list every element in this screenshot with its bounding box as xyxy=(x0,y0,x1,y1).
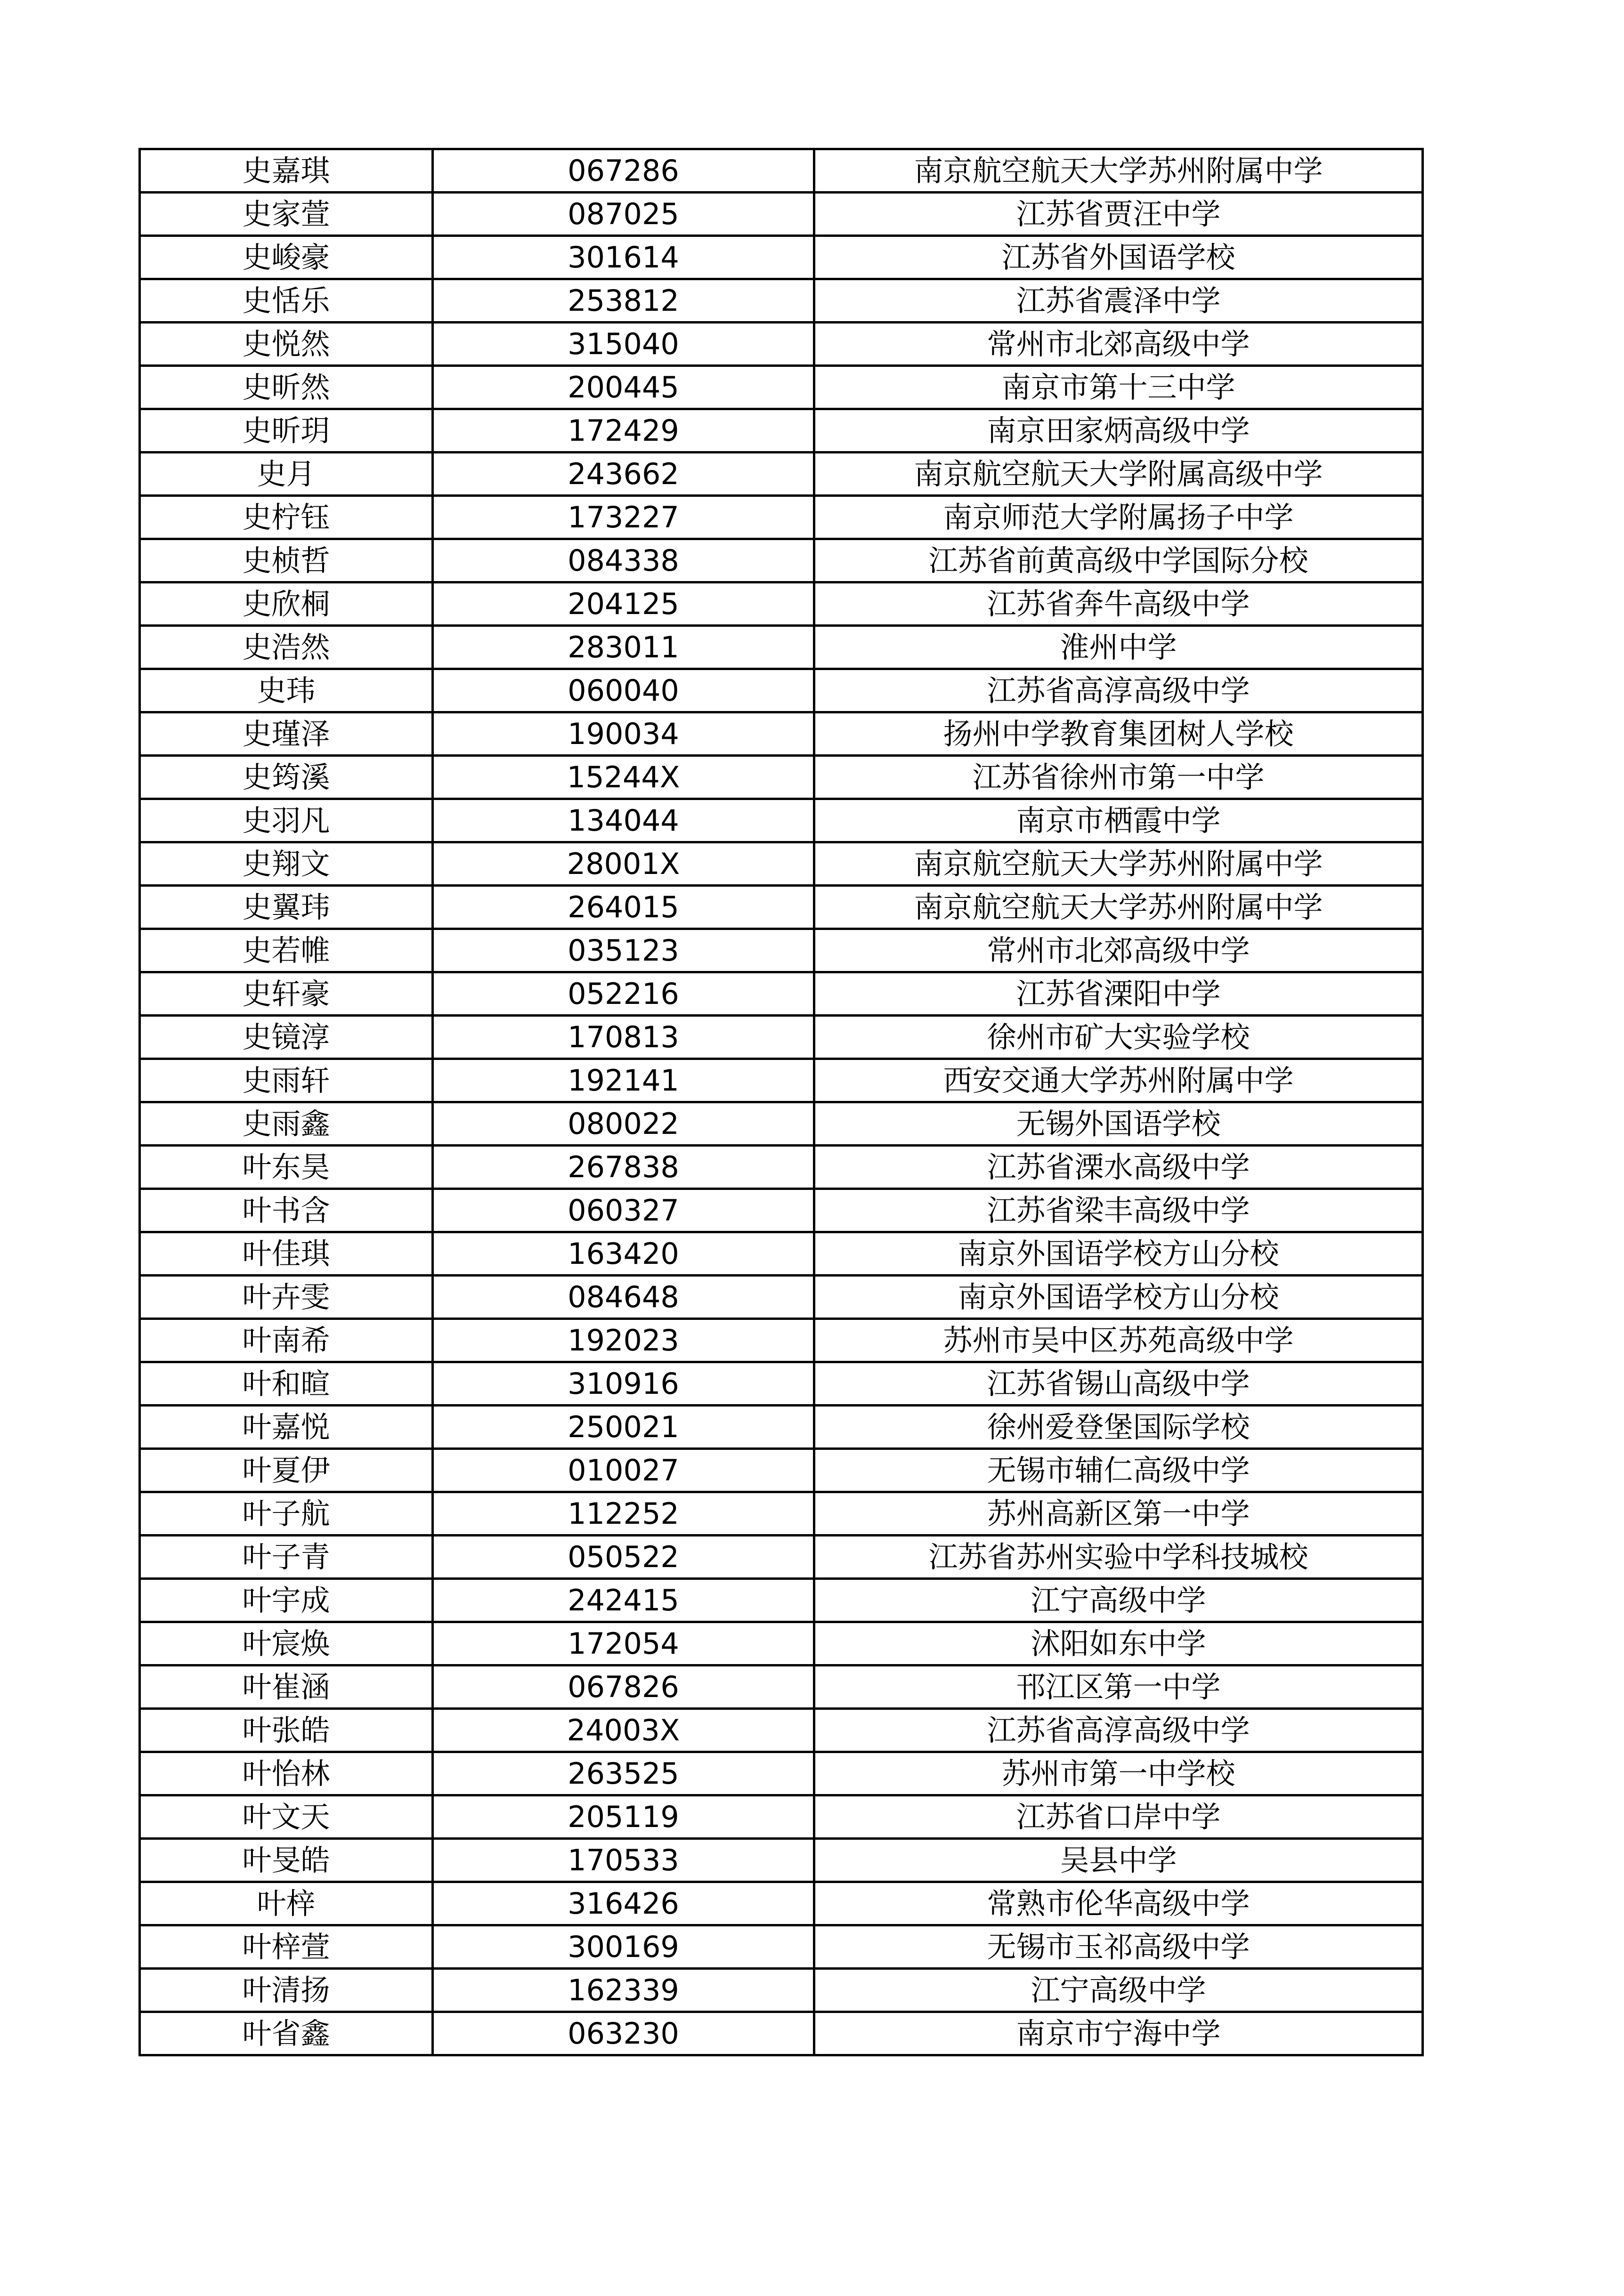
student-name-cell: 叶子航 xyxy=(140,1492,433,1536)
student-id-cell: 15244X xyxy=(433,756,814,799)
student-id-cell: 162339 xyxy=(433,1969,814,2012)
table-row xyxy=(140,453,1423,496)
table-row xyxy=(140,669,1423,712)
table-row xyxy=(140,1882,1423,1925)
student-name-cell: 史昕然 xyxy=(140,366,433,409)
student-id-cell: 084648 xyxy=(433,1276,814,1319)
school-name-cell: 江苏省锡山高级中学 xyxy=(814,1362,1423,1406)
table-row xyxy=(140,626,1423,669)
student-name-cell: 叶怡林 xyxy=(140,1752,433,1795)
school-name-cell: 江苏省溧阳中学 xyxy=(814,972,1423,1016)
student-name-cell: 叶南希 xyxy=(140,1319,433,1362)
table-row xyxy=(140,886,1423,929)
table-row xyxy=(140,409,1423,453)
school-name-cell: 江苏省贾汪中学 xyxy=(814,193,1423,236)
student-id-cell: 052216 xyxy=(433,972,814,1016)
table-row xyxy=(140,712,1423,756)
student-name-cell: 叶梓 xyxy=(140,1882,433,1925)
student-name-cell: 叶嘉悦 xyxy=(140,1406,433,1449)
student-name-cell: 叶张皓 xyxy=(140,1709,433,1752)
table-row xyxy=(140,1839,1423,1882)
table-row xyxy=(140,1665,1423,1709)
school-name-cell: 常州市北郊高级中学 xyxy=(814,323,1423,366)
student-name-cell: 史雨轩 xyxy=(140,1059,433,1102)
school-name-cell: 南京航空航天大学苏州附属中学 xyxy=(814,149,1423,193)
table-row xyxy=(140,1492,1423,1536)
student-id-cell: 28001X xyxy=(433,842,814,886)
student-name-cell: 史家萱 xyxy=(140,193,433,236)
student-id-cell: 301614 xyxy=(433,236,814,279)
school-name-cell: 江苏省梁丰高级中学 xyxy=(814,1189,1423,1232)
student-name-cell: 史轩豪 xyxy=(140,972,433,1016)
table-row xyxy=(140,1189,1423,1232)
table-row xyxy=(140,496,1423,539)
school-name-cell: 江苏省高淳高级中学 xyxy=(814,669,1423,712)
table-row xyxy=(140,1102,1423,1146)
student-name-cell: 叶宸焕 xyxy=(140,1622,433,1665)
student-name-cell: 史恬乐 xyxy=(140,279,433,323)
student-id-cell: 063230 xyxy=(433,2012,814,2055)
student-id-cell: 205119 xyxy=(433,1795,814,1839)
school-name-cell: 无锡市辅仁高级中学 xyxy=(814,1449,1423,1492)
school-name-cell: 江苏省奔牛高级中学 xyxy=(814,582,1423,626)
student-name-cell: 史月 xyxy=(140,453,433,496)
school-name-cell: 南京市宁海中学 xyxy=(814,2012,1423,2055)
student-name-cell: 叶书含 xyxy=(140,1189,433,1232)
student-id-cell: 190034 xyxy=(433,712,814,756)
student-id-cell: 170533 xyxy=(433,1839,814,1882)
table-row xyxy=(140,756,1423,799)
table-row xyxy=(140,1016,1423,1059)
student-id-cell: 192023 xyxy=(433,1319,814,1362)
student-id-cell: 084338 xyxy=(433,539,814,582)
table-row xyxy=(140,279,1423,323)
table-row xyxy=(140,799,1423,842)
school-name-cell: 江苏省口岸中学 xyxy=(814,1795,1423,1839)
student-name-cell: 史羽凡 xyxy=(140,799,433,842)
school-name-cell: 江苏省苏州实验中学科技城校 xyxy=(814,1536,1423,1579)
student-id-cell: 087025 xyxy=(433,193,814,236)
student-name-cell: 史筠溪 xyxy=(140,756,433,799)
school-name-cell: 江苏省前黄高级中学国际分校 xyxy=(814,539,1423,582)
student-name-cell: 史昕玥 xyxy=(140,409,433,453)
student-name-cell: 叶省鑫 xyxy=(140,2012,433,2055)
student-name-cell: 史柠钰 xyxy=(140,496,433,539)
student-id-cell: 192141 xyxy=(433,1059,814,1102)
student-id-cell: 172054 xyxy=(433,1622,814,1665)
student-name-cell: 史若帷 xyxy=(140,929,433,972)
table-row xyxy=(140,1232,1423,1276)
table-row xyxy=(140,1319,1423,1362)
school-name-cell: 南京航空航天大学附属高级中学 xyxy=(814,453,1423,496)
school-name-cell: 扬州中学教育集团树人学校 xyxy=(814,712,1423,756)
results-table-body xyxy=(140,149,1423,2055)
table-row xyxy=(140,972,1423,1016)
student-id-cell: 067286 xyxy=(433,149,814,193)
student-id-cell: 010027 xyxy=(433,1449,814,1492)
table-row xyxy=(140,1406,1423,1449)
school-name-cell: 南京外国语学校方山分校 xyxy=(814,1232,1423,1276)
student-name-cell: 叶东昊 xyxy=(140,1146,433,1189)
table-row xyxy=(140,1709,1423,1752)
student-name-cell: 叶梓萱 xyxy=(140,1925,433,1969)
student-id-cell: 060040 xyxy=(433,669,814,712)
school-name-cell: 沭阳如东中学 xyxy=(814,1622,1423,1665)
school-name-cell: 南京航空航天大学苏州附属中学 xyxy=(814,842,1423,886)
table-row xyxy=(140,1059,1423,1102)
table-row xyxy=(140,1969,1423,2012)
results-table-container xyxy=(138,148,1421,2056)
table-row xyxy=(140,366,1423,409)
table-row xyxy=(140,1449,1423,1492)
table-row xyxy=(140,1579,1423,1622)
school-name-cell: 徐州爱登堡国际学校 xyxy=(814,1406,1423,1449)
student-name-cell: 史镜淳 xyxy=(140,1016,433,1059)
school-name-cell: 江宁高级中学 xyxy=(814,1579,1423,1622)
student-id-cell: 173227 xyxy=(433,496,814,539)
school-name-cell: 无锡外国语学校 xyxy=(814,1102,1423,1146)
school-name-cell: 江苏省震泽中学 xyxy=(814,279,1423,323)
table-row xyxy=(140,1925,1423,1969)
student-name-cell: 叶佳琪 xyxy=(140,1232,433,1276)
school-name-cell: 常州市北郊高级中学 xyxy=(814,929,1423,972)
student-name-cell: 史雨鑫 xyxy=(140,1102,433,1146)
student-name-cell: 史翔文 xyxy=(140,842,433,886)
student-id-cell: 253812 xyxy=(433,279,814,323)
student-id-cell: 264015 xyxy=(433,886,814,929)
school-name-cell: 南京航空航天大学苏州附属中学 xyxy=(814,886,1423,929)
student-name-cell: 叶旻皓 xyxy=(140,1839,433,1882)
student-id-cell: 283011 xyxy=(433,626,814,669)
student-id-cell: 060327 xyxy=(433,1189,814,1232)
school-name-cell: 吴县中学 xyxy=(814,1839,1423,1882)
school-name-cell: 苏州高新区第一中学 xyxy=(814,1492,1423,1536)
student-name-cell: 史峻豪 xyxy=(140,236,433,279)
school-name-cell: 江苏省溧水高级中学 xyxy=(814,1146,1423,1189)
results-table xyxy=(138,148,1424,2056)
table-row xyxy=(140,1146,1423,1189)
table-row xyxy=(140,1536,1423,1579)
school-name-cell: 无锡市玉祁高级中学 xyxy=(814,1925,1423,1969)
student-id-cell: 243662 xyxy=(433,453,814,496)
student-id-cell: 112252 xyxy=(433,1492,814,1536)
student-id-cell: 035123 xyxy=(433,929,814,972)
student-id-cell: 267838 xyxy=(433,1146,814,1189)
student-name-cell: 叶清扬 xyxy=(140,1969,433,2012)
student-name-cell: 叶文天 xyxy=(140,1795,433,1839)
table-row xyxy=(140,149,1423,193)
student-name-cell: 叶夏伊 xyxy=(140,1449,433,1492)
student-id-cell: 200445 xyxy=(433,366,814,409)
student-id-cell: 134044 xyxy=(433,799,814,842)
student-id-cell: 316426 xyxy=(433,1882,814,1925)
table-row xyxy=(140,1362,1423,1406)
student-id-cell: 250021 xyxy=(433,1406,814,1449)
student-id-cell: 172429 xyxy=(433,409,814,453)
school-name-cell: 南京市栖霞中学 xyxy=(814,799,1423,842)
table-row xyxy=(140,842,1423,886)
table-row xyxy=(140,1795,1423,1839)
student-name-cell: 叶和暄 xyxy=(140,1362,433,1406)
student-id-cell: 050522 xyxy=(433,1536,814,1579)
school-name-cell: 苏州市吴中区苏苑高级中学 xyxy=(814,1319,1423,1362)
table-row xyxy=(140,2012,1423,2055)
student-name-cell: 叶子青 xyxy=(140,1536,433,1579)
student-name-cell: 史浩然 xyxy=(140,626,433,669)
table-row xyxy=(140,193,1423,236)
school-name-cell: 南京田家炳高级中学 xyxy=(814,409,1423,453)
table-row xyxy=(140,539,1423,582)
school-name-cell: 江苏省徐州市第一中学 xyxy=(814,756,1423,799)
school-name-cell: 邗江区第一中学 xyxy=(814,1665,1423,1709)
table-row xyxy=(140,1276,1423,1319)
student-id-cell: 310916 xyxy=(433,1362,814,1406)
school-name-cell: 常熟市伦华高级中学 xyxy=(814,1882,1423,1925)
student-id-cell: 170813 xyxy=(433,1016,814,1059)
school-name-cell: 南京外国语学校方山分校 xyxy=(814,1276,1423,1319)
school-name-cell: 江宁高级中学 xyxy=(814,1969,1423,2012)
school-name-cell: 淮州中学 xyxy=(814,626,1423,669)
student-name-cell: 叶崔涵 xyxy=(140,1665,433,1709)
student-name-cell: 史瑾泽 xyxy=(140,712,433,756)
school-name-cell: 苏州市第一中学校 xyxy=(814,1752,1423,1795)
student-id-cell: 24003X xyxy=(433,1709,814,1752)
school-name-cell: 南京市第十三中学 xyxy=(814,366,1423,409)
school-name-cell: 南京师范大学附属扬子中学 xyxy=(814,496,1423,539)
school-name-cell: 徐州市矿大实验学校 xyxy=(814,1016,1423,1059)
table-row xyxy=(140,929,1423,972)
table-row xyxy=(140,236,1423,279)
table-row xyxy=(140,1752,1423,1795)
student-id-cell: 080022 xyxy=(433,1102,814,1146)
student-name-cell: 叶卉雯 xyxy=(140,1276,433,1319)
table-row xyxy=(140,323,1423,366)
student-name-cell: 史悦然 xyxy=(140,323,433,366)
student-name-cell: 史桢哲 xyxy=(140,539,433,582)
table-row xyxy=(140,582,1423,626)
student-name-cell: 史翼玮 xyxy=(140,886,433,929)
school-name-cell: 江苏省外国语学校 xyxy=(814,236,1423,279)
student-id-cell: 300169 xyxy=(433,1925,814,1969)
student-name-cell: 史嘉琪 xyxy=(140,149,433,193)
student-id-cell: 067826 xyxy=(433,1665,814,1709)
student-id-cell: 163420 xyxy=(433,1232,814,1276)
student-name-cell: 史欣桐 xyxy=(140,582,433,626)
school-name-cell: 江苏省高淳高级中学 xyxy=(814,1709,1423,1752)
student-id-cell: 315040 xyxy=(433,323,814,366)
school-name-cell: 西安交通大学苏州附属中学 xyxy=(814,1059,1423,1102)
table-row xyxy=(140,1622,1423,1665)
student-id-cell: 242415 xyxy=(433,1579,814,1622)
student-name-cell: 史玮 xyxy=(140,669,433,712)
student-name-cell: 叶宇成 xyxy=(140,1579,433,1622)
student-id-cell: 204125 xyxy=(433,582,814,626)
student-id-cell: 263525 xyxy=(433,1752,814,1795)
